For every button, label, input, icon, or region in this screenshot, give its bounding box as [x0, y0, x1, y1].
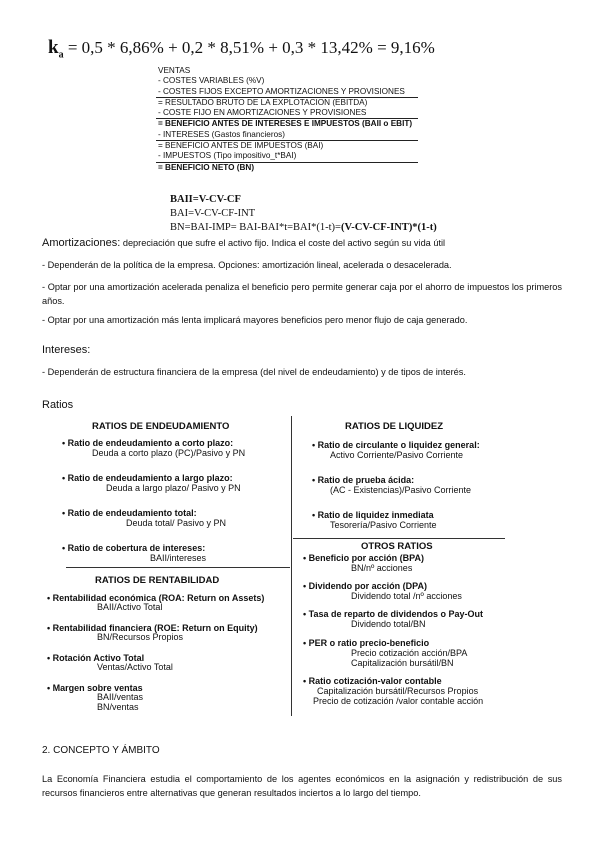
ratios-title: Ratios — [42, 399, 74, 411]
amortizaciones-p1: - Dependerán de la política de la empresa. Opciones: amortización lineal, acelerada o desacelerada. — [42, 260, 452, 270]
ratio-item: • Beneficio por acción (BPA) BN/nº acciones — [303, 553, 425, 573]
ratio-item: • Dividendo por acción (DPA) Dividendo total /nº acciones — [303, 581, 462, 601]
ratio-item: • Ratio de endeudamiento total: Deuda total/ Pasivo y PN — [62, 508, 227, 528]
section-title: 2. CONCEPTO Y ÁMBITO — [42, 745, 160, 756]
ratio-item: • PER o ratio precio-beneficio Precio cotización acción/BPA Capitalización bursátil/BN — [303, 638, 468, 668]
liquidez-list — [312, 440, 512, 530]
intereses-p1: - Dependerán de estructura financiera de la empresa (del nivel de endeudamiento) y de tipos de interés. — [42, 367, 466, 377]
bai-line: BAI=V-CV-CF-INT — [170, 208, 256, 219]
pl-line: - COSTES FIJOS EXCEPTO AMORTIZACIONES Y PROVISIONES — [156, 87, 418, 98]
pl-line: - INTERESES (Gastos financieros) — [156, 130, 418, 141]
ratio-item: • Ratio de cobertura de intereses: BAII/intereses — [62, 543, 207, 563]
ratio-item: • Ratio de prueba ácida: (AC - Existencias)/Pasivo Corriente — [312, 475, 472, 495]
pl-line: - COSTE FIJO EN AMORTIZACIONES Y PROVISIONES — [156, 108, 418, 119]
amortizaciones-p3: - Optar por una amortización más lenta implicará mayores beneficios pero menor flujo de caja generado. — [42, 315, 468, 325]
pl-line: - COSTES VARIABLES (%V) — [158, 76, 265, 86]
pl-line: VENTAS — [158, 66, 191, 75]
amortizaciones-def: Amortizaciones: depreciación que sufre el activo fijo. Indica el coste del activo según su vida útil — [42, 237, 446, 249]
pl-line: = BENEFICIO ANTES DE IMPUESTOS (BAI) — [158, 141, 324, 151]
intereses-title: Intereses: — [42, 344, 91, 356]
ratio-item: • Ratio de liquidez inmediata Tesorería/Pasivo Corriente — [312, 510, 437, 530]
divider — [293, 538, 505, 539]
otros-title: OTROS RATIOS — [361, 541, 433, 552]
endeudamiento-title: RATIOS DE ENDEUDAMIENTO — [92, 421, 230, 432]
ratio-item: • Ratio cotización-valor contable Capitalización bursátil/Recursos Propios Precio de cotización /valor contable acción — [303, 676, 484, 706]
pl-line: = RESULTADO BRUTO DE LA EXPLOTACION (EBITDA) — [158, 97, 368, 107]
pl-line: = BENEFICIO ANTES DE INTERESES E IMPUESTOS (BAII o EBIT) — [158, 119, 413, 129]
ratio-item: • Rentabilidad económica (ROA: Return on Assets) BAII/Activo Total — [47, 593, 265, 612]
endeudamiento-list — [62, 438, 290, 563]
ratios-divider — [291, 416, 292, 716]
ratio-item: • Rotación Activo Total Ventas/Activo Total — [47, 653, 173, 672]
ratio-item: • Ratio de endeudamiento a largo plazo: Deuda a largo plazo/ Pasivo y PN — [62, 473, 241, 493]
bai-line: BAII=V-CV-CF — [170, 194, 241, 205]
amortizaciones-p2: - Optar por una amortización acelerada penaliza el beneficio pero permite generar caja por el ahorro de impuestos los primeros años. — [42, 282, 562, 306]
pl-line: = BENEFICIO NETO (BN) — [158, 162, 255, 172]
rentabilidad-list — [47, 593, 291, 712]
bai-formulas — [170, 193, 437, 235]
ratio-item: • Tasa de reparto de dividendos o Pay-Out Dividendo total/BN — [303, 609, 484, 629]
ratio-item: • Ratio de endeudamiento a corto plazo: Deuda a corto plazo (PC)/Pasivo y PN — [62, 438, 246, 458]
liquidez-title: RATIOS DE LIQUIDEZ — [345, 421, 443, 432]
otros-list — [303, 553, 533, 706]
ratio-item: • Rentabilidad financiera (ROE: Return on Equity) BN/Recursos Propios — [47, 623, 258, 642]
ratio-item: • Ratio de circulante o liquidez general: Activo Corriente/Pasivo Corriente — [312, 440, 480, 460]
rentabilidad-title: RATIOS DE RENTABILIDAD — [95, 575, 220, 586]
section-paragraph: La Economía Financiera estudia el comportamiento de los agentes económicos en la asignación y redistribución de sus recursos financieros entre alternativas que generan resultados inciertos a lo largo del tiempo. — [42, 774, 562, 798]
pl-line: - IMPUESTOS (Tipo impositivo_t*BAI) — [156, 151, 418, 162]
ratio-item: • Margen sobre ventas BAII/ventas BN/ventas — [47, 683, 144, 712]
bai-line: BN=BAI-IMP= BAI-BAI*t=BAI*(1-t)=(V-CV-CF-INT)*(1-t) — [170, 222, 437, 233]
wacc-formula: $k_a = 0,5 * 6,86\% + 0,2 * 8,51\% + 0,3 * 13,42\% = 9,16\%$ — [48, 37, 435, 61]
divider — [66, 567, 290, 568]
income-statement — [156, 66, 418, 173]
